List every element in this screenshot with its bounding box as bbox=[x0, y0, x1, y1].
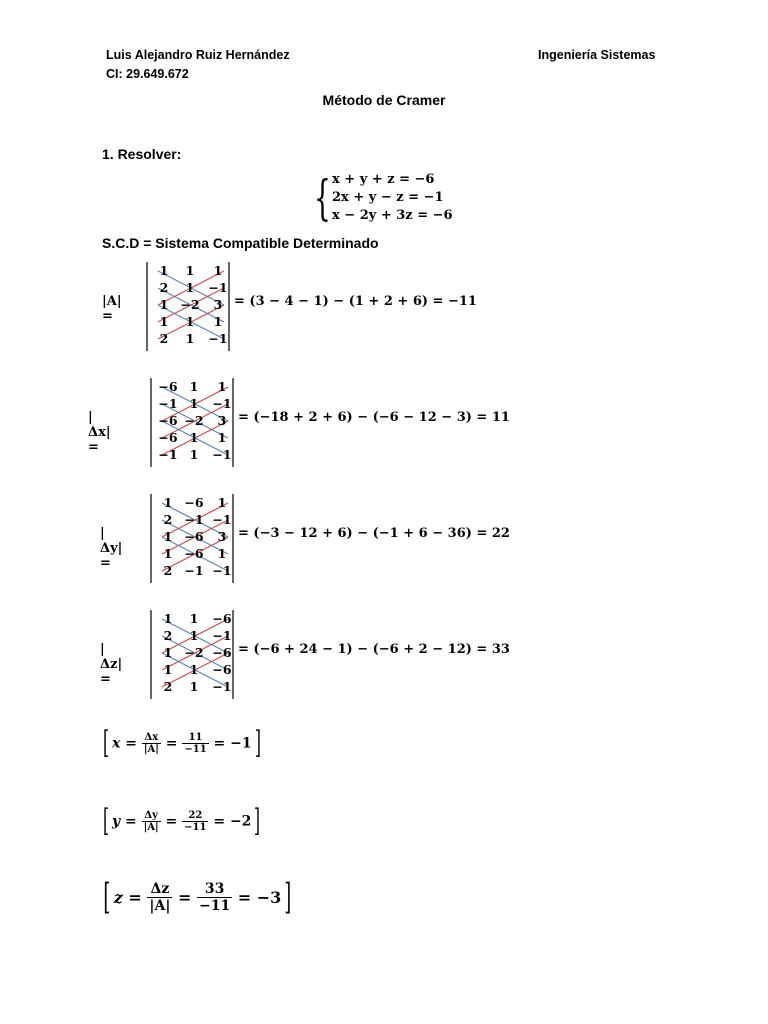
matrix-cell: 1 bbox=[163, 611, 173, 626]
matrix-cell: −1 bbox=[212, 679, 232, 694]
exercise-heading: 1. Resolver: bbox=[102, 146, 182, 162]
matrix-cell: 3 bbox=[217, 529, 227, 544]
matrix-cell: 2 bbox=[163, 628, 173, 643]
left-bracket: [ bbox=[103, 803, 110, 839]
matrix-cell: 1 bbox=[213, 314, 223, 329]
matrix-cell: −6 bbox=[212, 611, 232, 626]
matrix-cell: 1 bbox=[189, 447, 199, 462]
author-name: Luis Alejandro Ruiz Hernández bbox=[106, 48, 290, 62]
symbolic-fraction bbox=[147, 881, 172, 914]
matrix-cell: 1 bbox=[217, 430, 227, 445]
numeric-fraction bbox=[182, 732, 208, 755]
matrix-cell: −1 bbox=[212, 628, 232, 643]
fraction-numerator: Δz bbox=[147, 881, 172, 898]
fraction-denominator: |A| bbox=[149, 898, 171, 915]
page-title: Método de Cramer bbox=[322, 92, 446, 108]
equation-1: x + y + z = −6 bbox=[332, 172, 435, 187]
matrix-cell: −1 bbox=[212, 512, 232, 527]
matrix-cell: 1 bbox=[217, 495, 227, 510]
determinant-matrix bbox=[150, 610, 234, 699]
symbolic-fraction bbox=[142, 732, 161, 755]
symbolic-fraction bbox=[142, 810, 161, 833]
matrix-cell: 2 bbox=[163, 679, 173, 694]
solution-result: −3 bbox=[256, 888, 282, 908]
equation-2: 2x + y − z = −1 bbox=[332, 190, 444, 205]
matrix-cell: 1 bbox=[217, 546, 227, 561]
matrix-cell: −6 bbox=[184, 546, 204, 561]
matrix-cell: 1 bbox=[185, 263, 195, 278]
fraction-denominator: |A| bbox=[143, 743, 159, 755]
matrix-cell: −1 bbox=[158, 396, 178, 411]
matrix-cell: −1 bbox=[212, 447, 232, 462]
matrix-cell: −6 bbox=[184, 495, 204, 510]
matrix-cell: 1 bbox=[163, 546, 173, 561]
solution-variable: x bbox=[112, 735, 121, 752]
classification: S.C.D = Sistema Compatible Determinado bbox=[102, 235, 379, 251]
matrix-cell: 2 bbox=[159, 280, 169, 295]
program-name: Ingeniería Sistemas bbox=[538, 48, 656, 62]
matrix-cell: −1 bbox=[208, 331, 228, 346]
determinant-expansion: = (−3 − 12 + 6) − (−1 + 6 − 36) = 22 bbox=[238, 526, 510, 541]
solution-x: [ x = $\frac{\Delta x}{|A|}$ = $\frac{11}{-11}$ = −1] bbox=[103, 725, 261, 761]
matrix-cell: 1 bbox=[159, 314, 169, 329]
right-bracket: ] bbox=[284, 877, 292, 918]
matrix-cell: 1 bbox=[159, 297, 169, 312]
student-id: CI: 29.649.672 bbox=[106, 67, 189, 81]
matrix-cell: 1 bbox=[185, 314, 195, 329]
numeric-fraction bbox=[197, 881, 232, 914]
matrix-cell: 1 bbox=[189, 611, 199, 626]
matrix-cell: −6 bbox=[158, 430, 178, 445]
numeric-fraction bbox=[182, 810, 208, 833]
matrix-cell: 1 bbox=[185, 280, 195, 295]
fraction-numerator: 22 bbox=[182, 810, 208, 822]
right-bracket: ] bbox=[254, 725, 261, 761]
determinant-expansion: = (−6 + 24 − 1) − (−6 + 2 − 12) = 33 bbox=[238, 642, 510, 657]
matrix-cell: −1 bbox=[184, 512, 204, 527]
determinant-expansion: = (−18 + 2 + 6) − (−6 − 12 − 3) = 11 bbox=[238, 410, 510, 425]
matrix-cell: −6 bbox=[184, 529, 204, 544]
matrix-cell: −1 bbox=[208, 280, 228, 295]
matrix-cell: −6 bbox=[158, 413, 178, 428]
fraction-denominator: −11 bbox=[198, 898, 231, 915]
matrix-cell: 1 bbox=[163, 529, 173, 544]
matrix-cell: −6 bbox=[212, 645, 232, 660]
matrix-cell: 1 bbox=[189, 379, 199, 394]
matrix-cell: −2 bbox=[184, 645, 204, 660]
matrix-cell: 1 bbox=[189, 430, 199, 445]
matrix-cell: 2 bbox=[163, 563, 173, 578]
solution-y: [ y = $\frac{\Delta y}{|A|}$ = $\frac{22}{-11}$ = −2] bbox=[103, 803, 261, 839]
fraction-numerator: Δx bbox=[142, 732, 161, 744]
solution-variable: z bbox=[113, 888, 123, 908]
matrix-cell: −6 bbox=[212, 662, 232, 677]
left-brace: { bbox=[314, 170, 331, 226]
left-bracket: [ bbox=[103, 725, 110, 761]
matrix-cell: 1 bbox=[163, 662, 173, 677]
matrix-cell: 3 bbox=[217, 413, 227, 428]
matrix-cell: 1 bbox=[189, 662, 199, 677]
matrix-cell: 1 bbox=[185, 331, 195, 346]
matrix-cell: 1 bbox=[217, 379, 227, 394]
right-bracket: ] bbox=[254, 803, 261, 839]
solution-z: [ z = $\frac{\Delta z}{|A|}$ = $\frac{33}{-11}$ = −3] bbox=[103, 877, 292, 918]
solution-result: −1 bbox=[230, 735, 252, 752]
determinant-matrix bbox=[150, 378, 234, 467]
solution-result: −2 bbox=[229, 813, 252, 830]
matrix-cell: 1 bbox=[163, 495, 173, 510]
matrix-cell: −2 bbox=[184, 413, 204, 428]
matrix-cell: −6 bbox=[158, 379, 178, 394]
matrix-cell: 2 bbox=[163, 512, 173, 527]
determinant-label: |Δz| = bbox=[100, 642, 123, 687]
fraction-denominator: −11 bbox=[184, 821, 207, 833]
solution-variable: y bbox=[112, 813, 121, 830]
determinant-label: |Δx| = bbox=[88, 410, 111, 455]
equation-3: x − 2y + 3z = −6 bbox=[332, 208, 453, 223]
determinant-label: |A| = bbox=[102, 294, 122, 324]
matrix-cell: 1 bbox=[159, 263, 169, 278]
matrix-cell: 1 bbox=[213, 263, 223, 278]
determinant-label: |Δy| = bbox=[100, 526, 123, 571]
fraction-denominator: |A| bbox=[143, 821, 159, 833]
determinant-matrix bbox=[150, 494, 234, 583]
left-bracket: [ bbox=[103, 877, 111, 918]
matrix-cell: −2 bbox=[180, 297, 200, 312]
matrix-cell: 1 bbox=[189, 679, 199, 694]
fraction-denominator: −11 bbox=[184, 743, 207, 755]
fraction-numerator: 33 bbox=[197, 881, 232, 898]
matrix-cell: −1 bbox=[212, 563, 232, 578]
matrix-cell: −1 bbox=[212, 396, 232, 411]
matrix-cell: 2 bbox=[159, 331, 169, 346]
matrix-cell: 1 bbox=[163, 645, 173, 660]
matrix-cell: 1 bbox=[189, 396, 199, 411]
fraction-numerator: Δy bbox=[142, 810, 161, 822]
fraction-numerator: 11 bbox=[182, 732, 208, 744]
matrix-cell: 3 bbox=[213, 297, 223, 312]
determinant-expansion: = (3 − 4 − 1) − (1 + 2 + 6) = −11 bbox=[234, 294, 477, 309]
matrix-cell: 1 bbox=[189, 628, 199, 643]
determinant-matrix bbox=[146, 262, 230, 351]
matrix-cell: −1 bbox=[158, 447, 178, 462]
matrix-cell: −1 bbox=[184, 563, 204, 578]
